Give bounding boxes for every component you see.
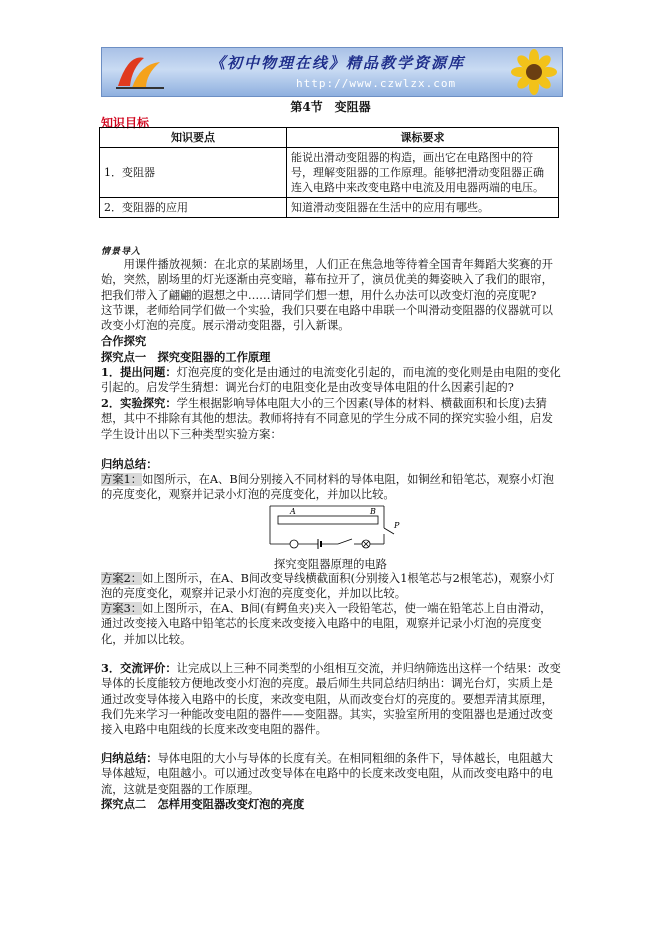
label-b: B: [370, 507, 376, 516]
header-banner: [101, 47, 563, 97]
point1-title: 探究点一 探究变阻器的工作原理: [101, 350, 271, 364]
table-row: [100, 148, 559, 198]
item-label: 1．提出问题：: [101, 365, 177, 379]
site-name: 《初中物理在线》精品教学资源库: [210, 54, 466, 72]
cooperation-heading: 合作探究: [101, 334, 147, 348]
section-title: 第4节 变阻器: [290, 100, 371, 114]
figure-caption: 探究变阻器原理的电路: [274, 558, 387, 571]
point1-item1: [101, 365, 561, 396]
item-label: 2．实验探究：: [101, 396, 177, 410]
summary-text: 导体电阻的大小与导体的长度有关。在相同粗细的条件下，导体越长，电阻越大导体越短，电阻越小。可以通过改变导体在电路中的长度来改变电阻，从而改变电路中的电流，这就是变阻器的工作原理。: [101, 752, 553, 796]
table-cell: 1．变阻器: [100, 148, 287, 198]
intro-paragraph: 用课件播放视频：在北京的某剧场里，人们正在焦急地等待着全国青年舞蹈大奖赛的开始，突然，剧场里的灯光逐渐由亮变暗，幕布拉开了，演员优美的舞姿映入了我们的眼帘，把我们带入了翩翩的遐想之中……请同学们想一想，用什么办法可以改变灯泡的亮度呢?: [101, 258, 553, 302]
summary2: [101, 751, 561, 797]
table-header: 知识要点: [100, 128, 287, 148]
table-cell: 能说出滑动变阻器的构造，画出它在电路图中的符号，理解变阻器的工作原理。能够把滑动变阻器正确连入电路中来改变电路中电流及用电器两端的电压。: [287, 148, 559, 198]
plan-text: 如上图所示，在A、B间(有鳄鱼夹)夹入一段铅笔芯，使一端在铅笔芯上自由滑动，通过改变接入电路中铅笔芯的长度来改变接入电路中的电阻，观察并记录小灯泡的亮度变化，并加以比较。: [101, 602, 552, 646]
table-row: [100, 198, 559, 218]
objectives-table: [99, 127, 559, 218]
plan-text: 如图所示，在A、B间分别接入不同材料的导体电阻，如铜丝和铅笔芯，观察小灯泡的亮度变化，观察并记录小灯泡的亮度变化，并加以比较。: [101, 473, 554, 502]
table-cell: 2．变阻器的应用: [100, 198, 287, 218]
label-a: A: [290, 507, 296, 516]
item-text: 灯泡亮度的变化是由通过的电流变化引起的，而电流的变化则是由电阻的变化引起的。启发学生猜想：调光台灯的电阻变化是由改变导体电阻的什么因素引起的?: [101, 366, 561, 395]
plan-text: 如上图所示，在A、B间改变导线横截面积(分别接入1根笔芯与2根笔芯)，观察小灯泡的亮度变化，观察并记录小灯泡的亮度变化，并加以比较。: [101, 572, 555, 601]
item-label: 3．交流评价：: [101, 661, 177, 675]
point2-title: 探究点二 怎样用变阻器改变灯泡的亮度: [101, 797, 305, 811]
intro-label: 情景导入: [101, 247, 142, 257]
intro-paragraph: 这节课，老师给同学们做一个实验，我们只要在电路中串联一个叫滑动变阻器的仪器就可以改变小灯泡的亮度。展示滑动变阻器，引入新课。: [101, 304, 553, 333]
summary-label: 归纳总结：: [101, 751, 158, 765]
circuit-diagram: [266, 498, 406, 556]
plan-label: 方案3：: [101, 602, 143, 615]
point1-item2: [101, 396, 561, 442]
summary1-label: 归纳总结：: [101, 457, 158, 471]
table-header-row: [100, 128, 559, 148]
plan3: [101, 601, 561, 647]
item3: [101, 661, 561, 737]
label-p: P: [394, 521, 400, 530]
plan-label: 方案2：: [101, 572, 143, 585]
plan-label: 方案1：: [101, 473, 143, 486]
item-text: 学生根据影响导体电阻大小的三个因素(导体的材料、横截面积和长度)去猜想，其中不排除有其他的想法。教师将持有不同意见的学生分成不同的探究实验小组，启发学生设计出以下三种类型实验方案：: [101, 397, 553, 441]
table-cell: 知道滑动变阻器在生活中的应用有哪些。: [287, 198, 559, 218]
sunflower-icon: [490, 48, 560, 96]
logo-icon: [110, 52, 170, 92]
plan2: [101, 571, 561, 602]
objectives-heading: 知识目标: [101, 116, 150, 130]
table-header: 课标要求: [287, 128, 559, 148]
item-text: 让完成以上三种不同类型的小组相互交流，并归纳筛选出这样一个结果：改变导体的长度能较方便地改变小灯泡的亮度。最后师生共同总结归纳出：调光台灯，实质上是通过改变导体接入电路中的长度，来改变电阻，从而改变台灯的亮度的。要想弄清其原理，我们先来学习一种能改变电阻的器件——变阻器。其实，实验室所用的变阻器也是通过改变接入电路中电阻线的长度来改变电阻的器件。: [101, 662, 561, 737]
site-url: http://www.czwlzx.com: [296, 77, 457, 90]
